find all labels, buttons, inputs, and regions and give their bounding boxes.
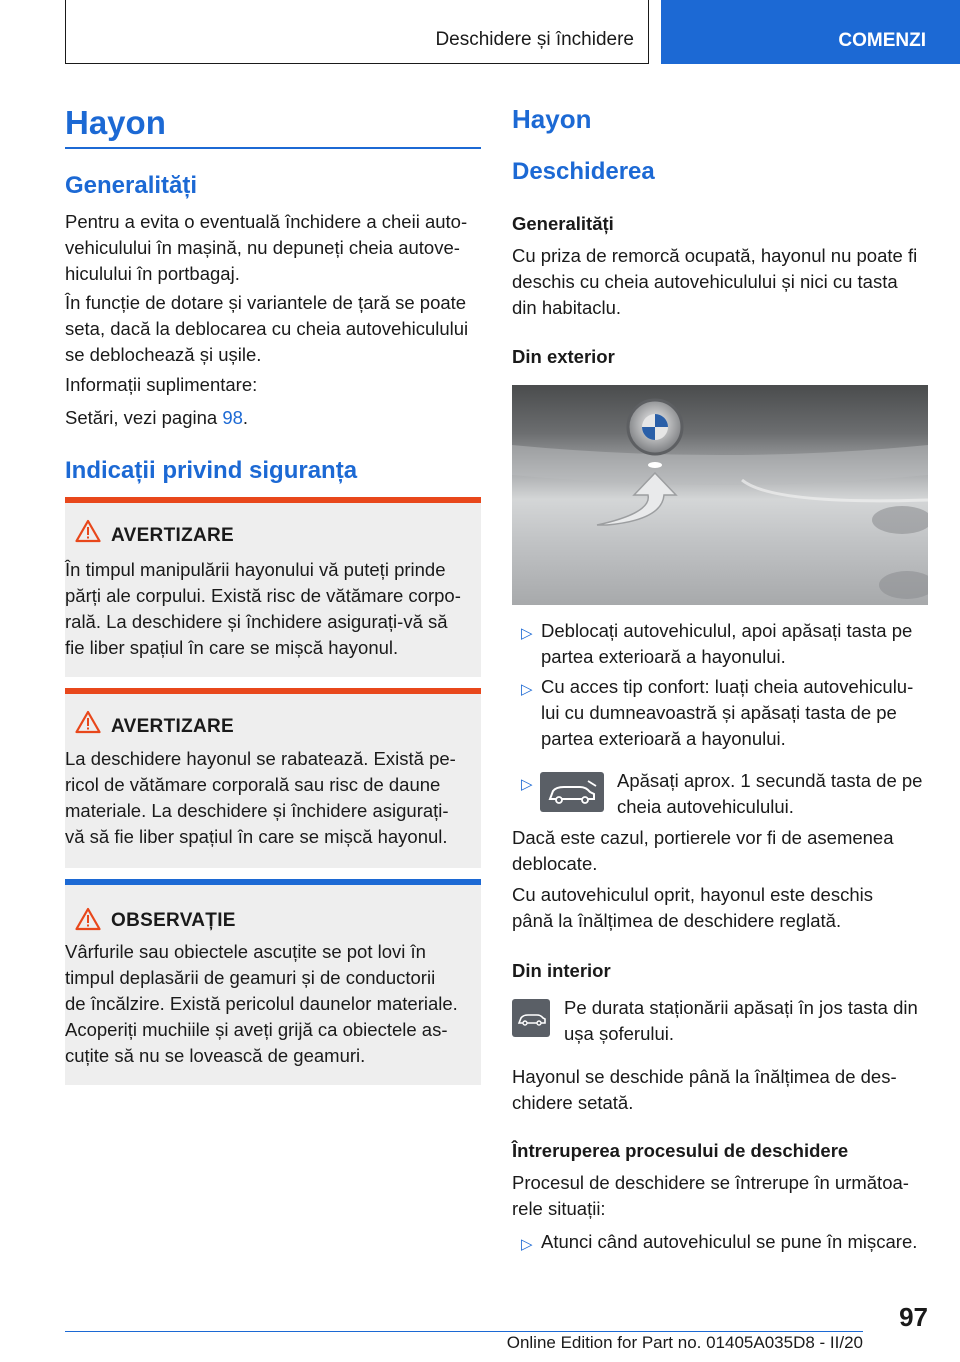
page-number: 97	[899, 1302, 928, 1332]
interrupt-paragraph: Procesul de deschidere se întrerupe în următoa‐ rele situații:	[512, 1172, 909, 1219]
footer-divider	[65, 1331, 863, 1332]
exterior-heading: Din exterior	[512, 346, 615, 367]
tailgate-key-icon	[540, 772, 604, 812]
tailgate-illustration	[512, 385, 928, 605]
more-info-text: Informații suplimentare:	[65, 374, 258, 395]
exterior-step-1: Deblocați autovehiculul, apoi apăsați tasta pe partea exterioară a hayonului.	[541, 620, 913, 667]
note-text: Vârfurile sau obiectele ascuțite se pot lovi în timpul deplasării de geamuri și de conductorii de încălzire. Există pericolul daunelor materiale. Acoperiți muchiile și aveți grijă ca obiectele as‐ cuțite să nu se lovească de geamuri.	[65, 941, 458, 1066]
note-bar	[65, 879, 481, 885]
safety-heading: Indicații privind siguranța	[65, 457, 358, 484]
general-heading-right: Generalități	[512, 213, 614, 234]
opens-paragraph: Hayonul se deschide până la înălțimea de des‐ chidere setată.	[512, 1066, 897, 1113]
note-box	[65, 879, 481, 1085]
general-heading-left: Generalități	[65, 172, 198, 199]
warning-box-2	[65, 688, 481, 868]
general-paragraph-left: Pentru a evita o eventuală închidere a cheii auto‐ vehiculului în mașină, nu depuneți cheia autove‐ hiculului în portbagaj.	[65, 211, 468, 284]
warning-label: AVERTIZARE	[111, 525, 234, 546]
tailgate-button-photo	[512, 385, 928, 605]
stopped-paragraph: Cu autovehiculul oprit, hayonul este deschis până la înălțimea de deschidere reglată.	[512, 884, 873, 931]
warning-bar	[65, 688, 481, 694]
right-title: Hayon	[512, 104, 592, 134]
driver-door-tailgate-button-icon	[512, 999, 550, 1037]
warning-triangle-icon	[75, 710, 101, 734]
page-link-98[interactable]: 98	[222, 407, 243, 428]
bullet-icon: ▷	[521, 681, 533, 698]
bullet-icon: ▷	[521, 776, 533, 793]
settings-reference: Setări, vezi pagina 98.	[65, 407, 249, 428]
general-paragraph-right: Cu priza de remorcă ocupată, hayonul nu poate fi deschis cu cheia autovehiculului și nici cu tasta din habitaclu.	[512, 245, 918, 318]
page-title: Hayon	[65, 104, 166, 141]
warning-text: La deschidere hayonul se rabatează. Există pe‐ ricol de vătămare corporală sau risc de daune materiale. La deschidere și închidere asigurați- vă să fie liber spațiul în care se mișcă hayonul.	[65, 748, 456, 847]
footer-edition: Online Edition for Part no. 01405A035D8 - II/20	[506, 1333, 863, 1352]
doors-paragraph: Dacă este cazul, portierele vor fi de asemenea deblocate.	[512, 827, 894, 874]
warning-bar	[65, 497, 481, 503]
exterior-step-2: Cu acces tip confort: luați cheia autovehiculu‐ lui cu dumneavoastră și apăsați tasta de pe partea exterioară a hayonului.	[541, 676, 914, 749]
section-header	[65, 0, 649, 64]
note-label: OBSERVAȚIE	[111, 910, 236, 931]
opening-subtitle: Deschiderea	[512, 158, 655, 185]
key-step: Apăsați aprox. 1 secundă tasta de pe cheia autovehiculului.	[617, 770, 923, 817]
title-divider	[65, 147, 481, 149]
interrupt-step: Atunci când autovehiculul se pune în mișcare.	[541, 1231, 918, 1252]
warning-text: În timpul manipulării hayonului vă puteți prinde părți ale corpului. Există risc de vătămare corpo‐ rală. La deschidere și închidere asigurați-vă să fie liber spațiul în care se mișcă hayonul.	[65, 559, 461, 658]
note-triangle-icon	[75, 907, 101, 931]
section-title: Deschidere și închidere	[435, 29, 634, 50]
chapter-tab[interactable]	[661, 0, 960, 64]
bullet-icon: ▷	[521, 625, 533, 642]
variant-paragraph: În funcție de dotare și variantele de țară se poate seta, dacă la deblocarea cu cheia autovehiculului se deblochează și ușile.	[65, 292, 469, 365]
interior-heading: Din interior	[512, 960, 611, 981]
interrupt-heading: Întreruperea procesului de deschidere	[512, 1140, 849, 1161]
warning-triangle-icon	[75, 519, 101, 543]
warning-box-1	[65, 497, 481, 677]
interior-paragraph: Pe durata staționării apăsați în jos tasta din ușa șoferului.	[564, 997, 918, 1044]
chapter-title: COMENZI	[838, 30, 926, 51]
bullet-icon: ▷	[521, 1236, 533, 1253]
warning-label: AVERTIZARE	[111, 716, 234, 737]
